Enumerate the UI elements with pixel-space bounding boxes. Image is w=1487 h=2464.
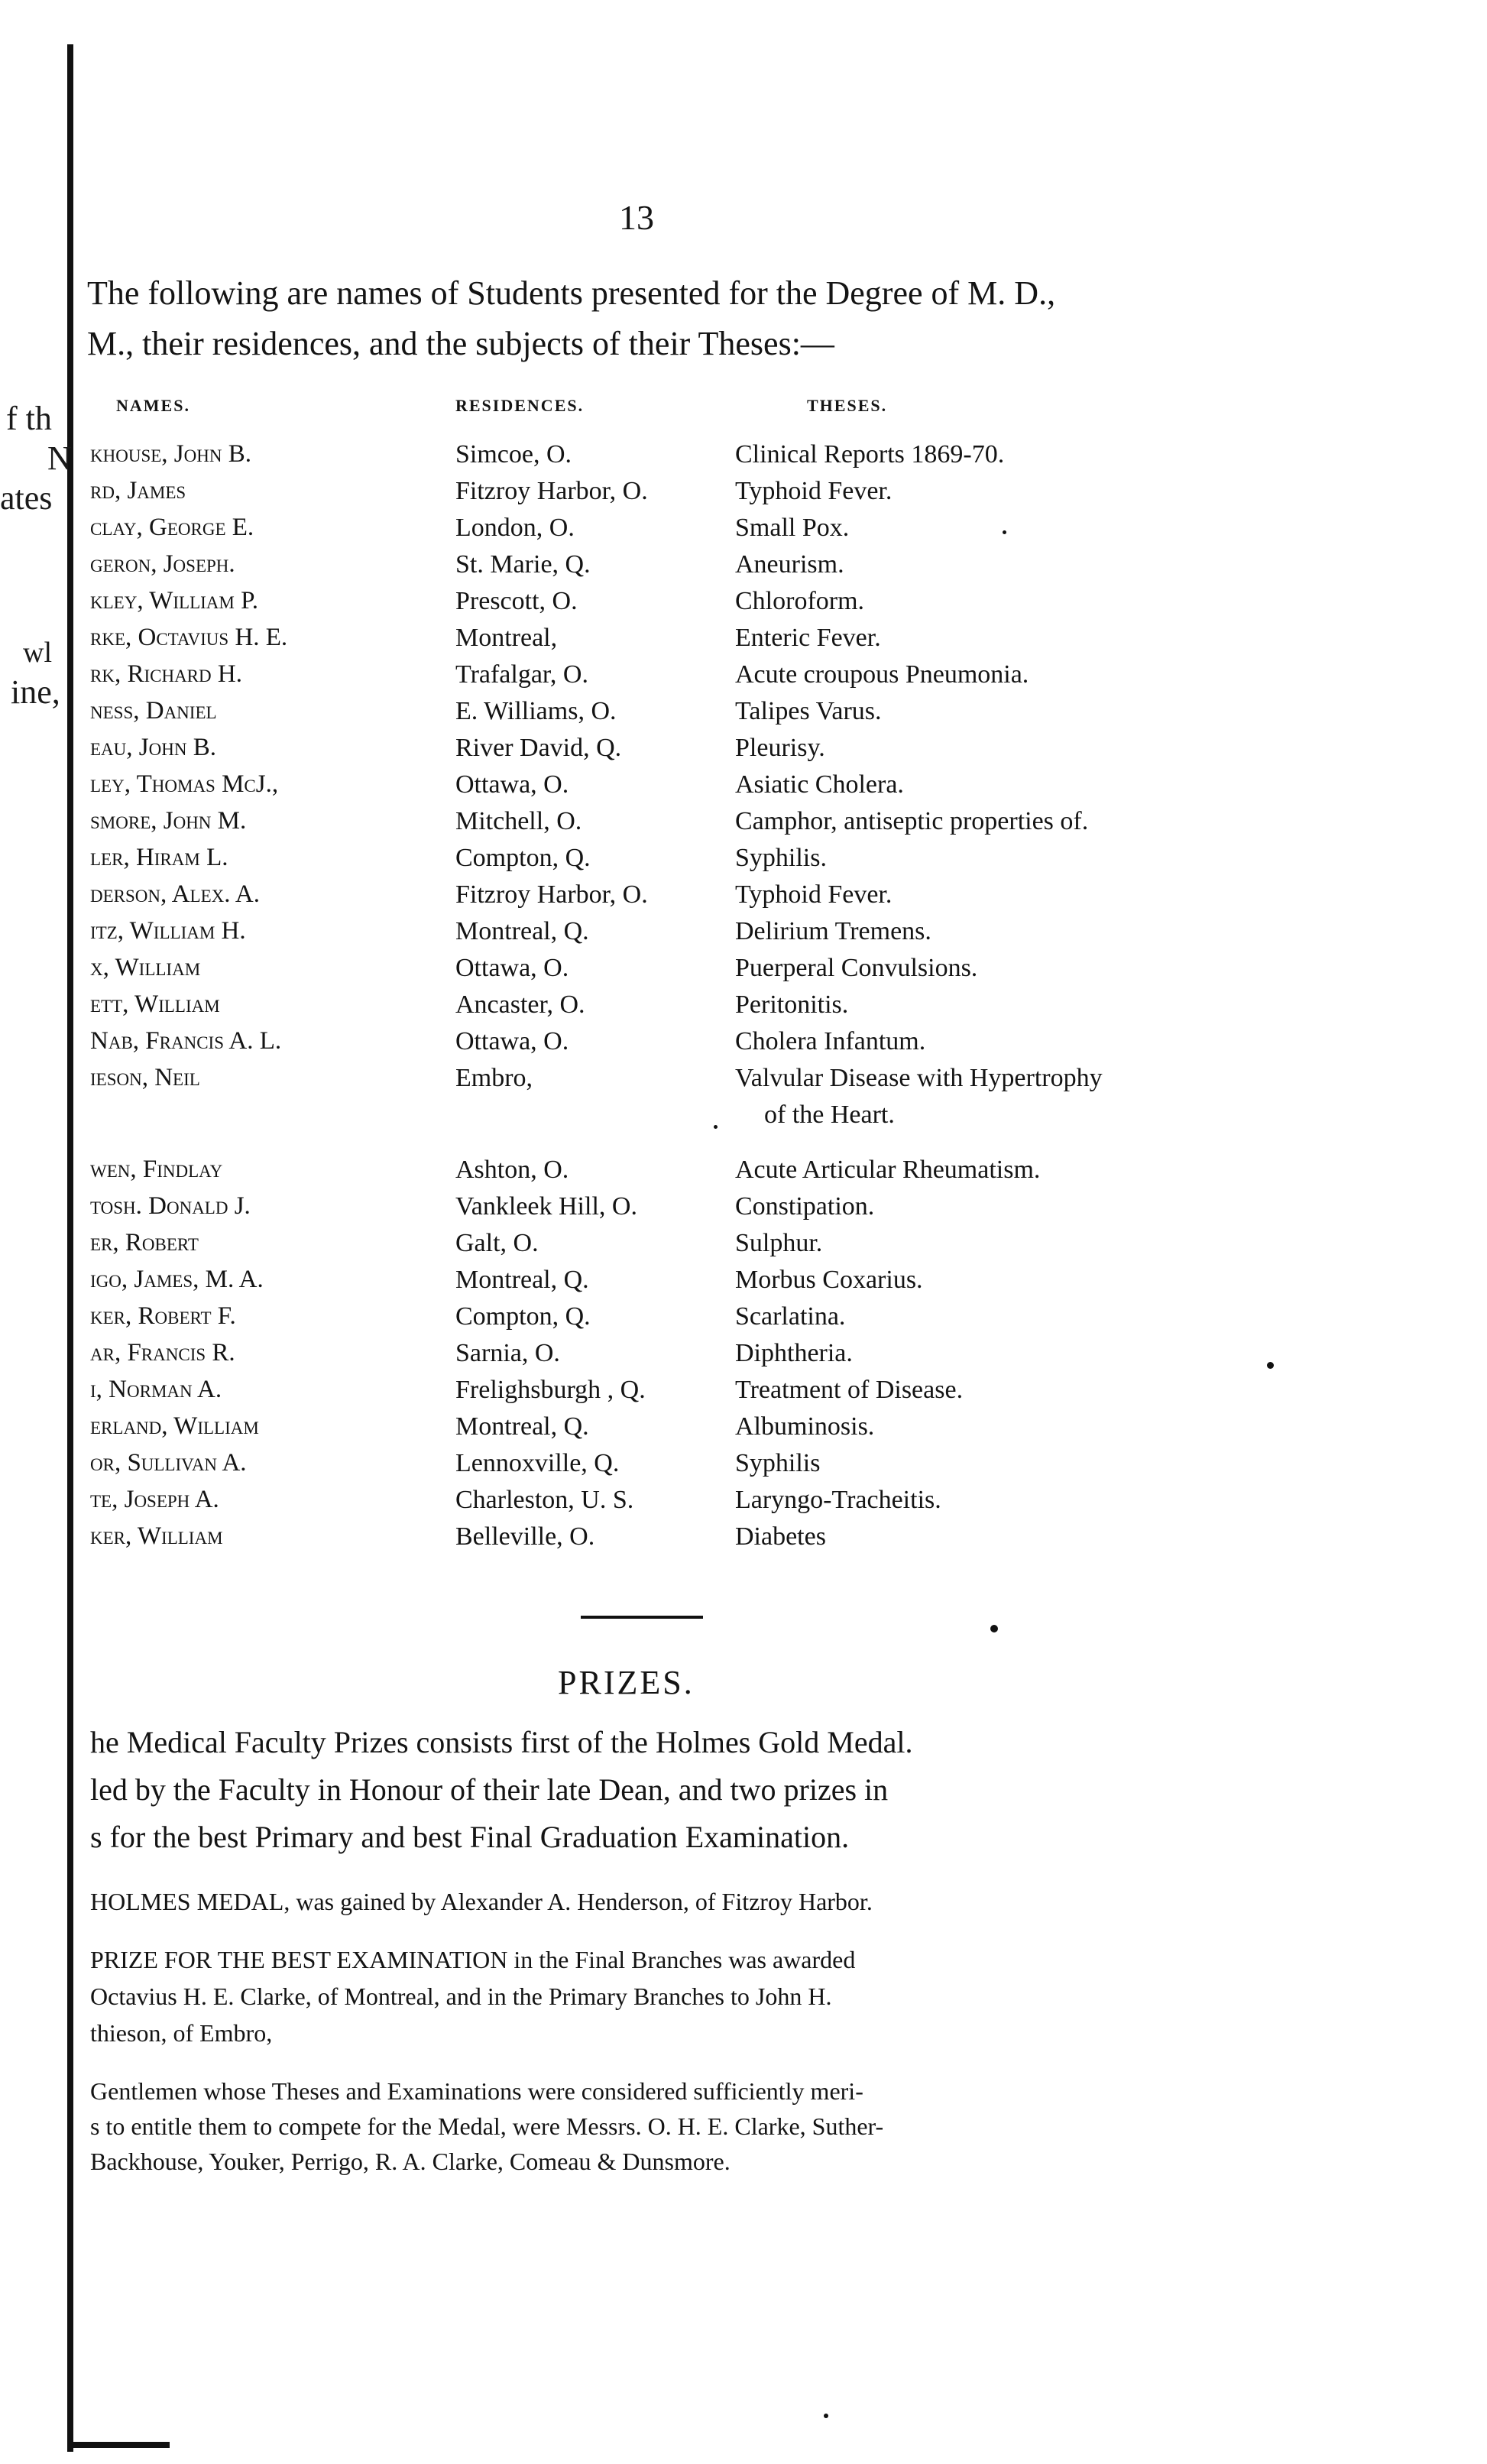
student-name: wen, Findlay bbox=[90, 1156, 223, 1183]
student-name: kley, William P. bbox=[90, 587, 259, 614]
intro-line: The following are names of Students presented for the Degree of M. D., bbox=[87, 274, 1056, 312]
column-header-residences: RESIDENCES. bbox=[455, 396, 585, 415]
column-header-names: NAMES. bbox=[116, 396, 190, 415]
prizes-heading: PRIZES. bbox=[558, 1664, 695, 1701]
student-thesis: Acute Articular Rheumatism. bbox=[735, 1156, 1041, 1184]
ink-speck bbox=[1267, 1362, 1274, 1369]
student-thesis: Asiatic Cholera. bbox=[735, 770, 904, 799]
student-residence: Sarnia, O. bbox=[455, 1339, 560, 1367]
student-name: or, Sullivan A. bbox=[90, 1449, 247, 1477]
ink-speck bbox=[990, 1625, 998, 1632]
student-name: derson, Alex. A. bbox=[90, 880, 260, 908]
table-row bbox=[0, 1229, 1487, 1263]
table-row bbox=[0, 1486, 1487, 1519]
student-name: tosh. Donald J. bbox=[90, 1192, 251, 1220]
prizes-paragraph-line: he Medical Faculty Prizes consists first of the Holmes Gold Medal. bbox=[90, 1725, 913, 1759]
student-thesis-continuation: of the Heart. bbox=[764, 1101, 895, 1129]
prizes-paragraph-line: led by the Faculty in Honour of their late Dean, and two prizes in bbox=[90, 1772, 889, 1807]
prizes-paragraph-line: s for the best Primary and best Final Graduation Examination. bbox=[90, 1820, 850, 1854]
student-residence: Montreal, Q. bbox=[455, 1412, 589, 1441]
student-thesis: Chloroform. bbox=[735, 587, 865, 615]
table-row bbox=[0, 697, 1487, 731]
student-name: x, William bbox=[90, 954, 201, 981]
student-residence: Ottawa, O. bbox=[455, 954, 569, 982]
student-thesis: Diabetes bbox=[735, 1522, 826, 1551]
ink-speck bbox=[1003, 530, 1006, 534]
student-name: ieson, Neil bbox=[90, 1064, 200, 1091]
student-residence: Fitzroy Harbor, O. bbox=[455, 477, 648, 505]
table-row bbox=[0, 1064, 1487, 1097]
student-residence: E. Williams, O. bbox=[455, 697, 617, 725]
table-row bbox=[0, 954, 1487, 987]
student-residence: Prescott, O. bbox=[455, 587, 578, 615]
student-residence: Fitzroy Harbor, O. bbox=[455, 880, 648, 909]
binding-foot bbox=[70, 2442, 170, 2448]
student-residence: Embro, bbox=[455, 1064, 533, 1092]
table-row bbox=[0, 990, 1487, 1024]
student-residence: Galt, O. bbox=[455, 1229, 539, 1257]
page-number: 13 bbox=[619, 198, 654, 237]
student-thesis: Puerperal Convulsions. bbox=[735, 954, 978, 982]
student-name: itz, William H. bbox=[90, 917, 246, 945]
table-row bbox=[0, 807, 1487, 841]
student-residence: Montreal, Q. bbox=[455, 917, 589, 945]
student-residence: Simcoe, O. bbox=[455, 440, 572, 468]
gentlemen-line: Gentlemen whose Theses and Examinations were considered sufficiently meri- bbox=[90, 2077, 863, 2105]
student-thesis: Pleurisy. bbox=[735, 734, 825, 762]
table-row bbox=[0, 440, 1487, 474]
table-row bbox=[0, 624, 1487, 657]
table-row bbox=[0, 1302, 1487, 1336]
margin-fragment: ine, bbox=[11, 673, 60, 711]
student-thesis: Aneurism. bbox=[735, 550, 844, 579]
student-residence: Lennoxville, Q. bbox=[455, 1449, 620, 1477]
gentlemen-line: Backhouse, Youker, Perrigo, R. A. Clarke, Comeau & Dunsmore. bbox=[90, 2148, 731, 2175]
student-thesis: Typhoid Fever. bbox=[735, 880, 893, 909]
table-row bbox=[0, 1522, 1487, 1556]
student-thesis: Scarlatina. bbox=[735, 1302, 846, 1331]
table-row bbox=[0, 917, 1487, 951]
gentlemen-line: s to entitle them to compete for the Medal, were Messrs. O. H. E. Clarke, Suther- bbox=[90, 2112, 884, 2140]
table-row bbox=[0, 1412, 1487, 1446]
table-row bbox=[0, 1156, 1487, 1189]
student-name: te, Joseph A. bbox=[90, 1486, 219, 1513]
student-name: ley, Thomas McJ., bbox=[90, 770, 279, 798]
student-thesis: Syphilis. bbox=[735, 844, 827, 872]
student-residence: Mitchell, O. bbox=[455, 807, 582, 835]
student-thesis: Valvular Disease with Hypertrophy bbox=[735, 1064, 1103, 1092]
student-name: ker, Robert F. bbox=[90, 1302, 236, 1330]
student-name: erland, William bbox=[90, 1412, 259, 1440]
margin-fragment: ates bbox=[0, 479, 53, 517]
student-residence: Ottawa, O. bbox=[455, 1027, 569, 1055]
student-name: i, Norman A. bbox=[90, 1376, 222, 1403]
table-row bbox=[0, 1376, 1487, 1409]
margin-fragment: N bbox=[47, 439, 72, 477]
student-thesis: Diphtheria. bbox=[735, 1339, 853, 1367]
table-row bbox=[0, 514, 1487, 547]
table-row bbox=[0, 477, 1487, 511]
student-name: rk, Richard H. bbox=[90, 660, 242, 688]
table-row bbox=[0, 587, 1487, 621]
student-name: smore, John M. bbox=[90, 807, 247, 835]
table-row-continuation bbox=[0, 1101, 1487, 1134]
best-exam-line: PRIZE FOR THE BEST EXAMINATION in the Final Branches was awarded bbox=[90, 1946, 856, 1973]
table-row bbox=[0, 1027, 1487, 1061]
student-name: er, Robert bbox=[90, 1229, 199, 1256]
student-thesis: Constipation. bbox=[735, 1192, 875, 1221]
student-name: ar, Francis R. bbox=[90, 1339, 235, 1367]
student-thesis: Camphor, antiseptic properties of. bbox=[735, 807, 1089, 835]
student-thesis: Small Pox. bbox=[735, 514, 850, 542]
margin-fragment: wl bbox=[23, 637, 52, 669]
student-name: ness, Daniel bbox=[90, 697, 217, 725]
intro-line: M., their residences, and the subjects of their Theses:— bbox=[87, 325, 834, 362]
table-row bbox=[0, 734, 1487, 767]
student-thesis: Talipes Varus. bbox=[735, 697, 882, 725]
table-row bbox=[0, 1339, 1487, 1373]
ink-speck bbox=[714, 1125, 718, 1129]
student-residence: Frelighsburgh , Q. bbox=[455, 1376, 646, 1404]
section-divider bbox=[581, 1616, 703, 1619]
table-row bbox=[0, 1266, 1487, 1299]
student-name: Nab, Francis A. L. bbox=[90, 1027, 282, 1055]
column-header-theses: THESES. bbox=[807, 396, 888, 415]
best-exam-line: thieson, of Embro, bbox=[90, 2019, 273, 2047]
ink-speck bbox=[824, 2414, 828, 2418]
holmes-medal-line: HOLMES MEDAL, was gained by Alexander A. Henderson, of Fitzroy Harbor. bbox=[90, 1888, 873, 1915]
student-name: geron, Joseph. bbox=[90, 550, 235, 578]
student-thesis: Treatment of Disease. bbox=[735, 1376, 964, 1404]
table-row bbox=[0, 550, 1487, 584]
student-thesis: Clinical Reports 1869-70. bbox=[735, 440, 1005, 468]
table-row bbox=[0, 844, 1487, 877]
student-name: rke, Octavius H. E. bbox=[90, 624, 288, 651]
student-name: khouse, John B. bbox=[90, 440, 251, 468]
student-thesis: Sulphur. bbox=[735, 1229, 823, 1257]
student-residence: Ashton, O. bbox=[455, 1156, 569, 1184]
student-residence: St. Marie, Q. bbox=[455, 550, 591, 579]
best-exam-line: Octavius H. E. Clarke, of Montreal, and in the Primary Branches to John H. bbox=[90, 1983, 832, 2010]
student-residence: Compton, Q. bbox=[455, 844, 591, 872]
student-residence: Trafalgar, O. bbox=[455, 660, 588, 689]
student-name: ker, William bbox=[90, 1522, 223, 1550]
student-residence: Vankleek Hill, O. bbox=[455, 1192, 637, 1221]
student-residence: Ottawa, O. bbox=[455, 770, 569, 799]
student-thesis: Typhoid Fever. bbox=[735, 477, 893, 505]
table-row bbox=[0, 1449, 1487, 1483]
student-residence: Compton, Q. bbox=[455, 1302, 591, 1331]
student-thesis: Enteric Fever. bbox=[735, 624, 881, 652]
student-thesis: Syphilis bbox=[735, 1449, 821, 1477]
table-row bbox=[0, 880, 1487, 914]
student-thesis: Acute croupous Pneumonia. bbox=[735, 660, 1029, 689]
student-thesis: Albuminosis. bbox=[735, 1412, 875, 1441]
student-residence: River David, Q. bbox=[455, 734, 622, 762]
table-row bbox=[0, 660, 1487, 694]
student-thesis: Laryngo-Tracheitis. bbox=[735, 1486, 941, 1514]
student-residence: Charleston, U. S. bbox=[455, 1486, 634, 1514]
student-thesis: Delirium Tremens. bbox=[735, 917, 931, 945]
student-thesis: Morbus Coxarius. bbox=[735, 1266, 923, 1294]
student-name: ett, William bbox=[90, 990, 220, 1018]
table-row bbox=[0, 770, 1487, 804]
margin-fragment: f th bbox=[6, 400, 52, 437]
student-thesis: Cholera Infantum. bbox=[735, 1027, 926, 1055]
student-name: igo, James, M. A. bbox=[90, 1266, 264, 1293]
table-row bbox=[0, 1192, 1487, 1226]
student-name: ler, Hiram L. bbox=[90, 844, 228, 871]
student-thesis: Peritonitis. bbox=[735, 990, 849, 1019]
student-residence: Montreal, bbox=[455, 624, 558, 652]
student-residence: London, O. bbox=[455, 514, 575, 542]
student-residence: Ancaster, O. bbox=[455, 990, 585, 1019]
student-name: rd, James bbox=[90, 477, 186, 504]
student-residence: Belleville, O. bbox=[455, 1522, 595, 1551]
student-residence: Montreal, Q. bbox=[455, 1266, 589, 1294]
student-name: clay, George E. bbox=[90, 514, 254, 541]
student-name: eau, John B. bbox=[90, 734, 216, 761]
